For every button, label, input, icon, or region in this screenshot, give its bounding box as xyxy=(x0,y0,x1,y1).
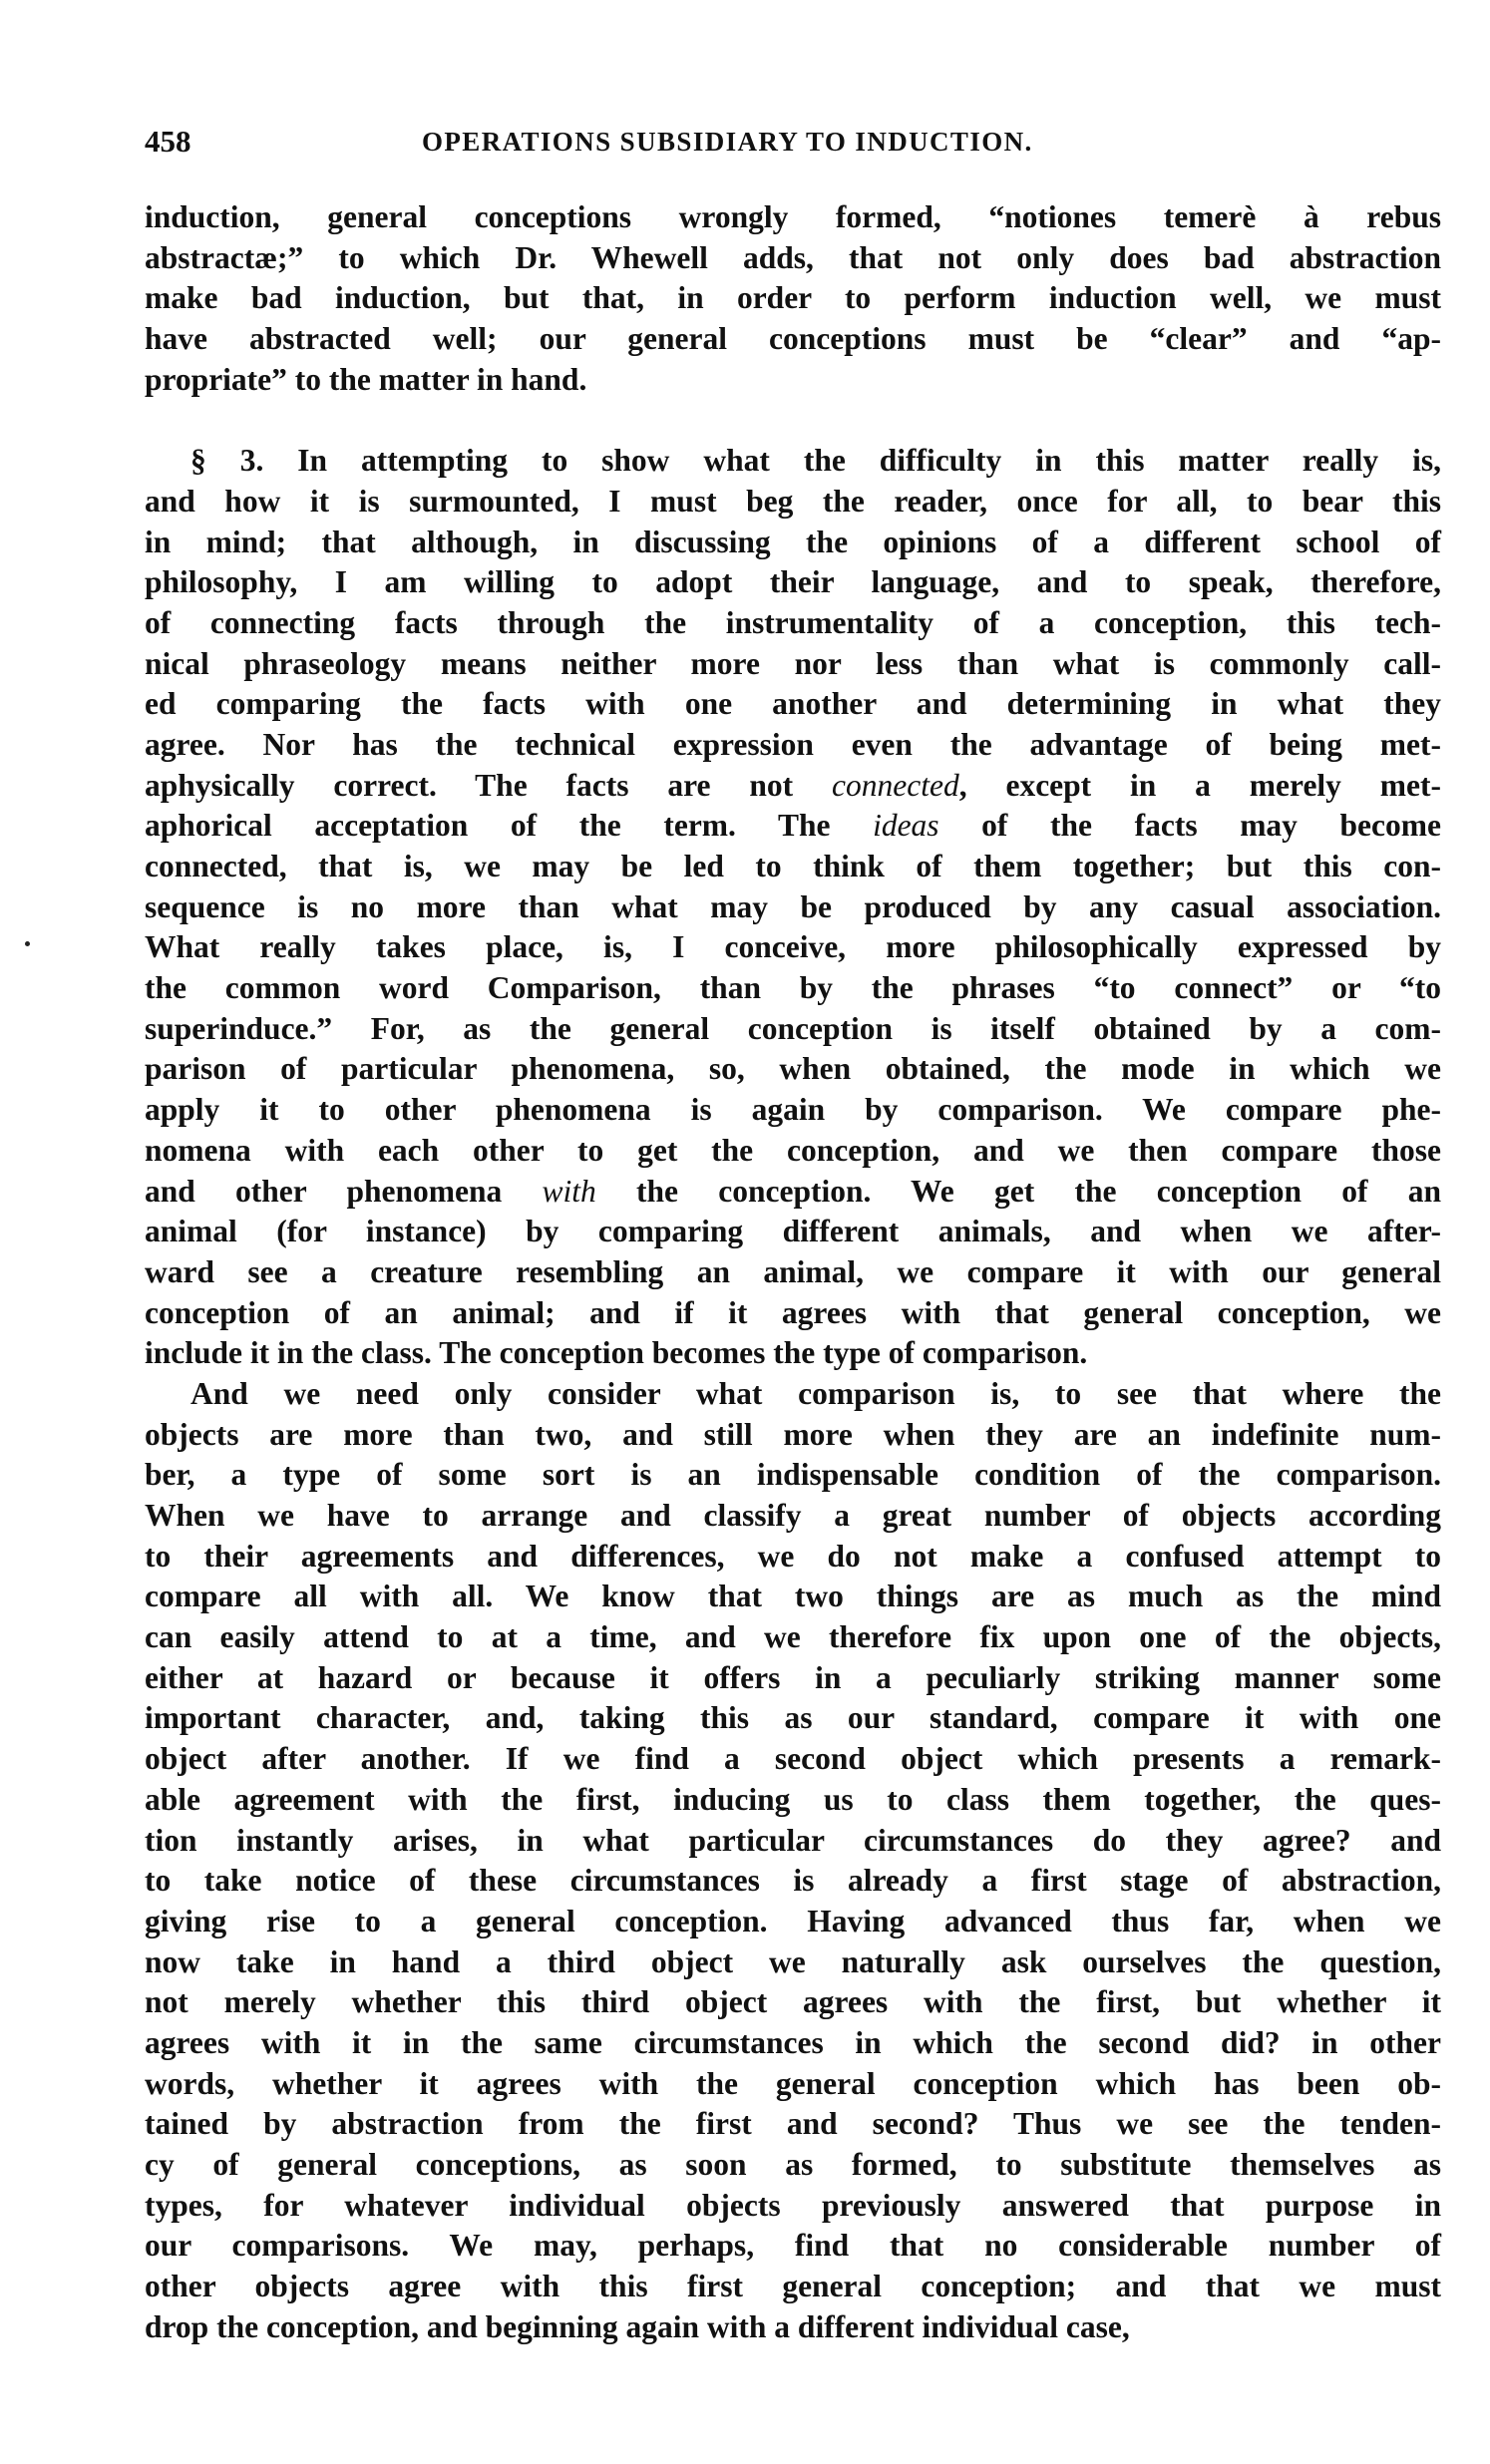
text-line: sequence is no more than what may be produced by any casual association. xyxy=(145,888,1441,924)
italic-emphasis: ideas xyxy=(873,808,939,844)
text-line: aphorical acceptation of the term. The ideas of the facts may become xyxy=(145,808,1441,844)
text-line: When we have to arrange and classify a great number of objects according xyxy=(145,1498,1441,1533)
text-line: nical phraseology means neither more nor less than what is commonly call- xyxy=(145,645,1441,681)
text-line: parison of particular phenomena, so, when obtained, the mode in which we xyxy=(145,1051,1441,1087)
italic-emphasis: with xyxy=(542,1173,596,1209)
text-line: our comparisons. We may, perhaps, find that no considerable number of xyxy=(145,2228,1441,2264)
text-line: ber, a type of some sort is an indispensable condition of the comparison. xyxy=(145,1457,1441,1493)
text-line: agree. Nor has the technical expression even the advantage of being met- xyxy=(145,726,1441,762)
text-line: either at hazard or because it offers in a peculiarly striking manner some xyxy=(145,1659,1441,1695)
text-line: types, for whatever individual objects previously answered that purpose in xyxy=(145,2187,1441,2223)
paragraph xyxy=(145,1374,1441,2348)
text-line: ed comparing the facts with one another and determining in what they xyxy=(145,686,1441,722)
running-header xyxy=(145,122,1441,162)
text-line: induction, general conceptions wrongly formed, “notiones temerè à rebus xyxy=(145,199,1441,234)
text-line: philosophy, I am willing to adopt their language, and to speak, therefore, xyxy=(145,564,1441,600)
text-line: What really takes place, is, I conceive, more philosophically expressed by xyxy=(145,929,1441,965)
text-line: words, whether it agrees with the general conception which has been ob- xyxy=(145,2065,1441,2101)
margin-ink-dot xyxy=(25,941,30,946)
text-line: able agreement with the first, inducing us to class them together, the ques- xyxy=(145,1781,1441,1817)
text-line: compare all with all. We know that two things are as much as the mind xyxy=(145,1579,1441,1614)
text-line: aphysically correct. The facts are not connected, except in a merely met- xyxy=(145,767,1441,803)
text-line: and other phenomena with the conception. We get the conception of an xyxy=(145,1173,1442,1209)
text-line: not merely whether this third object agrees with the first, but whether it xyxy=(145,1984,1441,2020)
paragraph-gap xyxy=(145,400,1441,441)
text-line: and how it is surmounted, I must beg the reader, once for all, to bear this xyxy=(145,483,1441,519)
paragraph xyxy=(145,441,1441,1374)
text-line: make bad induction, but that, in order to perform induction well, we must xyxy=(145,280,1441,316)
text-line: drop the conception, and beginning again with a different individual case, xyxy=(145,2308,1130,2344)
text-line: tained by abstraction from the first and second? Thus we see the tenden- xyxy=(145,2106,1441,2142)
text-line: object after another. If we find a second object which presents a remark- xyxy=(145,1741,1441,1777)
italic-emphasis: connected xyxy=(832,767,959,803)
text-line: to their agreements and differences, we do not make a confused attempt to xyxy=(145,1538,1441,1574)
text-line: superinduce.” For, as the general conception is itself obtained by a com- xyxy=(145,1010,1441,1046)
text-line: agrees with it in the same circumstances in which the second did? in other xyxy=(145,2024,1441,2060)
text-line: giving rise to a general conception. Having advanced thus far, when we xyxy=(145,1903,1441,1938)
text-line: apply it to other phenomena is again by comparison. We compare phe- xyxy=(145,1092,1441,1128)
text-line: in mind; that although, in discussing the opinions of a different school of xyxy=(145,524,1441,559)
page-number: 458 xyxy=(145,124,191,159)
paragraph xyxy=(145,197,1441,400)
text-line: ward see a creature resembling an animal, we compare it with our general xyxy=(145,1253,1441,1289)
text-line: important character, and, taking this as our standard, compare it with one xyxy=(145,1700,1441,1736)
text-line: conception of an animal; and if it agrees with that general conception, we xyxy=(145,1294,1441,1330)
text-line: animal (for instance) by comparing different animals, and when we after- xyxy=(145,1214,1441,1249)
text-line: objects are more than two, and still more when they are an indefinite num- xyxy=(145,1416,1441,1452)
text-line: nomena with each other to get the conception, and we then compare those xyxy=(145,1132,1441,1168)
text-line: can easily attend to at a time, and we therefore fix upon one of the objects, xyxy=(145,1619,1441,1655)
text-line: abstractæ;” to which Dr. Whewell adds, that not only does bad abstraction xyxy=(145,239,1441,275)
text-line: to take notice of these circumstances is already a first stage of abstraction, xyxy=(145,1863,1441,1899)
body-text xyxy=(145,197,1441,2347)
text-line: include it in the class. The conception becomes the type of comparison. xyxy=(145,1335,1088,1371)
text-line: And we need only consider what comparison is, to see that where the xyxy=(190,1375,1441,1411)
text-line: propriate” to the matter in hand. xyxy=(145,361,587,397)
text-line: § 3. In attempting to show what the difficulty in this matter really is, xyxy=(190,443,1441,479)
text-line: other objects agree with this first general conception; and that we must xyxy=(145,2269,1441,2304)
text-line: have abstracted well; our general conceptions must be “clear” and “ap- xyxy=(145,321,1441,357)
text-line: of connecting facts through the instrumentality of a conception, this tech- xyxy=(145,604,1441,640)
running-title: OPERATIONS SUBSIDIARY TO INDUCTION. xyxy=(422,127,1033,157)
text-line: tion instantly arises, in what particular circumstances do they agree? and xyxy=(145,1822,1441,1858)
text-line: connected, that is, we may be led to think of them together; but this con- xyxy=(145,849,1441,883)
text-line: cy of general conceptions, as soon as formed, to substitute themselves as xyxy=(145,2147,1441,2182)
text-line: the common word Comparison, than by the phrases “to connect” or “to xyxy=(145,970,1441,1006)
text-line: now take in hand a third object we naturally ask ourselves the question, xyxy=(145,1943,1441,1979)
